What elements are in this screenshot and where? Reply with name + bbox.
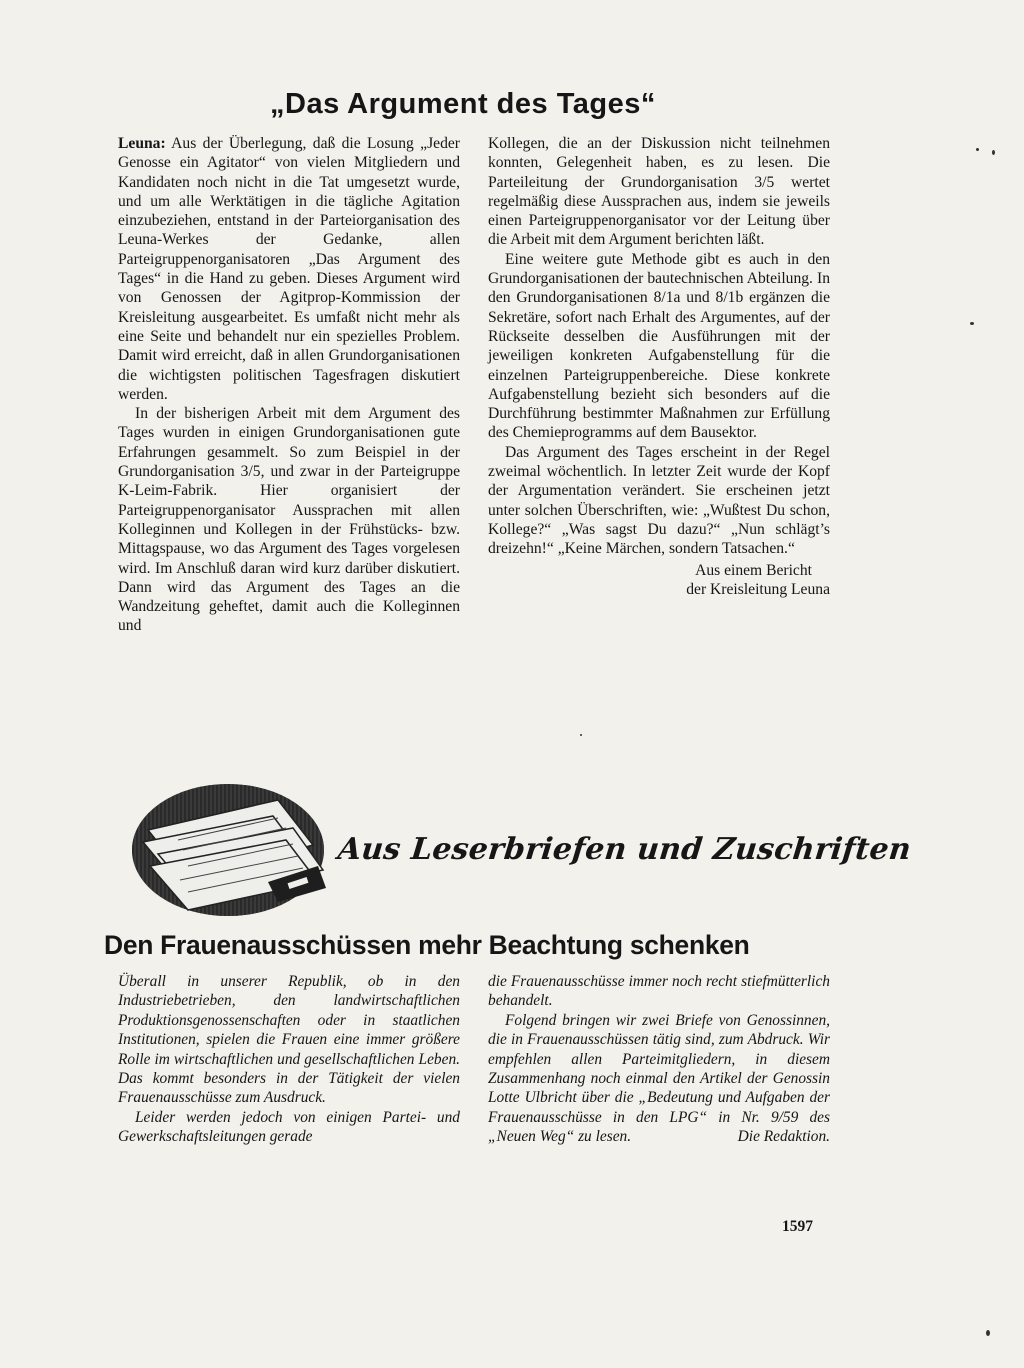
scan-speck xyxy=(970,322,974,325)
paragraph: Leider werden jedoch von einigen Partei- und Gewerkschaftsleitungen gerade xyxy=(118,1108,460,1146)
paragraph xyxy=(118,134,460,404)
article-title: Den Frauenausschüssen mehr Beachtung schenken xyxy=(104,930,750,960)
scan-speck xyxy=(976,148,979,151)
paragraph: Das Argument des Tages erscheint in der Regel zweimal wöchentlich. In letzter Zeit wurde der Kopf der Argumentation verändert. Sie erscheinen jetzt unter solchen Überschriften, wie: „Wußtest Du schon, Kollege?“ „Was sagst Du dazu?“ „Nun schlägt’s dreizehn!“ „Keine Märchen, sondern Tatsachen.“ xyxy=(488,443,830,558)
section-title: Aus Leserbriefen und Zuschriften xyxy=(336,832,913,867)
article-body xyxy=(118,134,830,766)
article-title: „Das Argument des Tages“ xyxy=(270,88,656,120)
article-column-right xyxy=(488,134,830,766)
article-column-left xyxy=(118,972,460,1202)
paragraph: Überall in unserer Republik, ob in den Industriebetrieben, den landwirtschaftlichen Produktionsgenossenschaften oder in staatlichen Institutionen, spielen die Frauen eine immer größere Rolle im wirtschaftlichen und gesellschaftlichen Leben. Das kommt besonders in der Tätigkeit der vielen Frauenausschüsse zum Ausdruck. xyxy=(118,973,460,1107)
paragraph-text: Folgend bringen wir zwei Briefe von Genossinnen, die in Frauenausschüssen tätig sind, zum Abdruck. Wir empfehlen allen Parteimitgliedern, in diesem Zusammenhang noch einmal den Artikel der Genossin Lotte Ulbricht über die „Bedeutung und Aufgaben der Frauenausschüsse in den LPG“ in Nr. 9/59 des „Neuen Weg“ zu lesen. xyxy=(488,1011,830,1146)
signature-line: Aus einem Bericht xyxy=(695,561,812,579)
scan-speck xyxy=(986,1330,990,1336)
signature-line: der Kreisleitung Leuna xyxy=(686,580,830,598)
page-number: 1597 xyxy=(782,1218,813,1235)
scan-speck xyxy=(992,150,995,155)
paragraph: In der bisherigen Arbeit mit dem Argument des Tages wurden in einigen Grundorganisationen gute Erfahrungen gesammelt. So zum Beispiel in der Grundorganisation 3/5, und zwar in der Parteigruppe K-Leim-Fabrik. Hier organisiert der Parteigruppenorganisator Aussprachen mit allen Kolleginnen und Kollegen in der Frühstücks- bzw. Mittagspause, wo das Argument des Tages vorgelesen wird. Im Anschluß daran wird kurz darüber diskutiert. Dann wird das Argument des Tages an die Wandzeitung geheftet, damit auch die Kolleginnen und xyxy=(118,405,460,635)
paragraph: Kollegen, die an der Diskussion nicht teilnehmen konnten, Gelegenheit haben, es zu lesen. Die Parteileitung der Grundorganisation 3/5 wertet regelmäßig diese Aussprachen aus, indem sie jeweils einen Parteigruppenorganisator vor der Leitung über die Arbeit mit dem Argument berichten läßt. xyxy=(488,135,830,249)
paragraph: Eine weitere gute Methode gibt es auch in den Grundorganisationen der bautechnischen Abteilung. In den Grundorganisationen 8/1a und 8/1b ergänzen die Sekretäre, sofort nach Erhalt des Argumentes, auf der Rückseite desselben die Ausführungen mit der jeweiligen konkreten Aufgabenstellung für die einzelnen Parteigruppenbereiche. Diese konkrete Aufgabenstellung bezieht sich besonders auf die Durchführung bestimmter Maßnahmen zur Erfüllung des Chemieprogramms auf dem Bausektor. xyxy=(488,250,830,442)
byline: Die Redaktion. xyxy=(737,1128,830,1146)
paragraph-text: Aus der Überlegung, daß die Losung „Jeder Genosse ein Agitator“ von vielen Mitgliedern und Kandidaten noch nicht in die Tat umgesetzt wurde, und um alle Werktätigen in die tägliche Agitation einzubeziehen, entstand in der Parteiorganisation des Leuna-Werkes der Gedanke, allen Parteigruppenorganisatoren „Das Argument des Tages“ in die Hand zu geben. Dieses Argument wird von Genossen der Agitprop-Kommission der Kreisleitung ausgearbeitet. Es umfaßt nicht mehr als eine Seite und behandelt nur ein spezielles Problem. Damit wird erreicht, daß in allen Grundorganisationen die wichtigsten politischen Tagesfragen diskutiert werden. xyxy=(118,135,460,403)
article-column-right xyxy=(488,972,830,1202)
paragraph xyxy=(488,1011,830,1147)
article-column-left xyxy=(118,134,460,766)
scan-speck xyxy=(580,734,582,736)
article-body xyxy=(118,972,830,1202)
section-banner xyxy=(128,770,913,920)
dateline: Leuna: xyxy=(118,135,166,152)
paragraph: die Frauenausschüsse immer noch recht stiefmütterlich behandelt. xyxy=(488,973,830,1010)
signature xyxy=(488,561,830,600)
